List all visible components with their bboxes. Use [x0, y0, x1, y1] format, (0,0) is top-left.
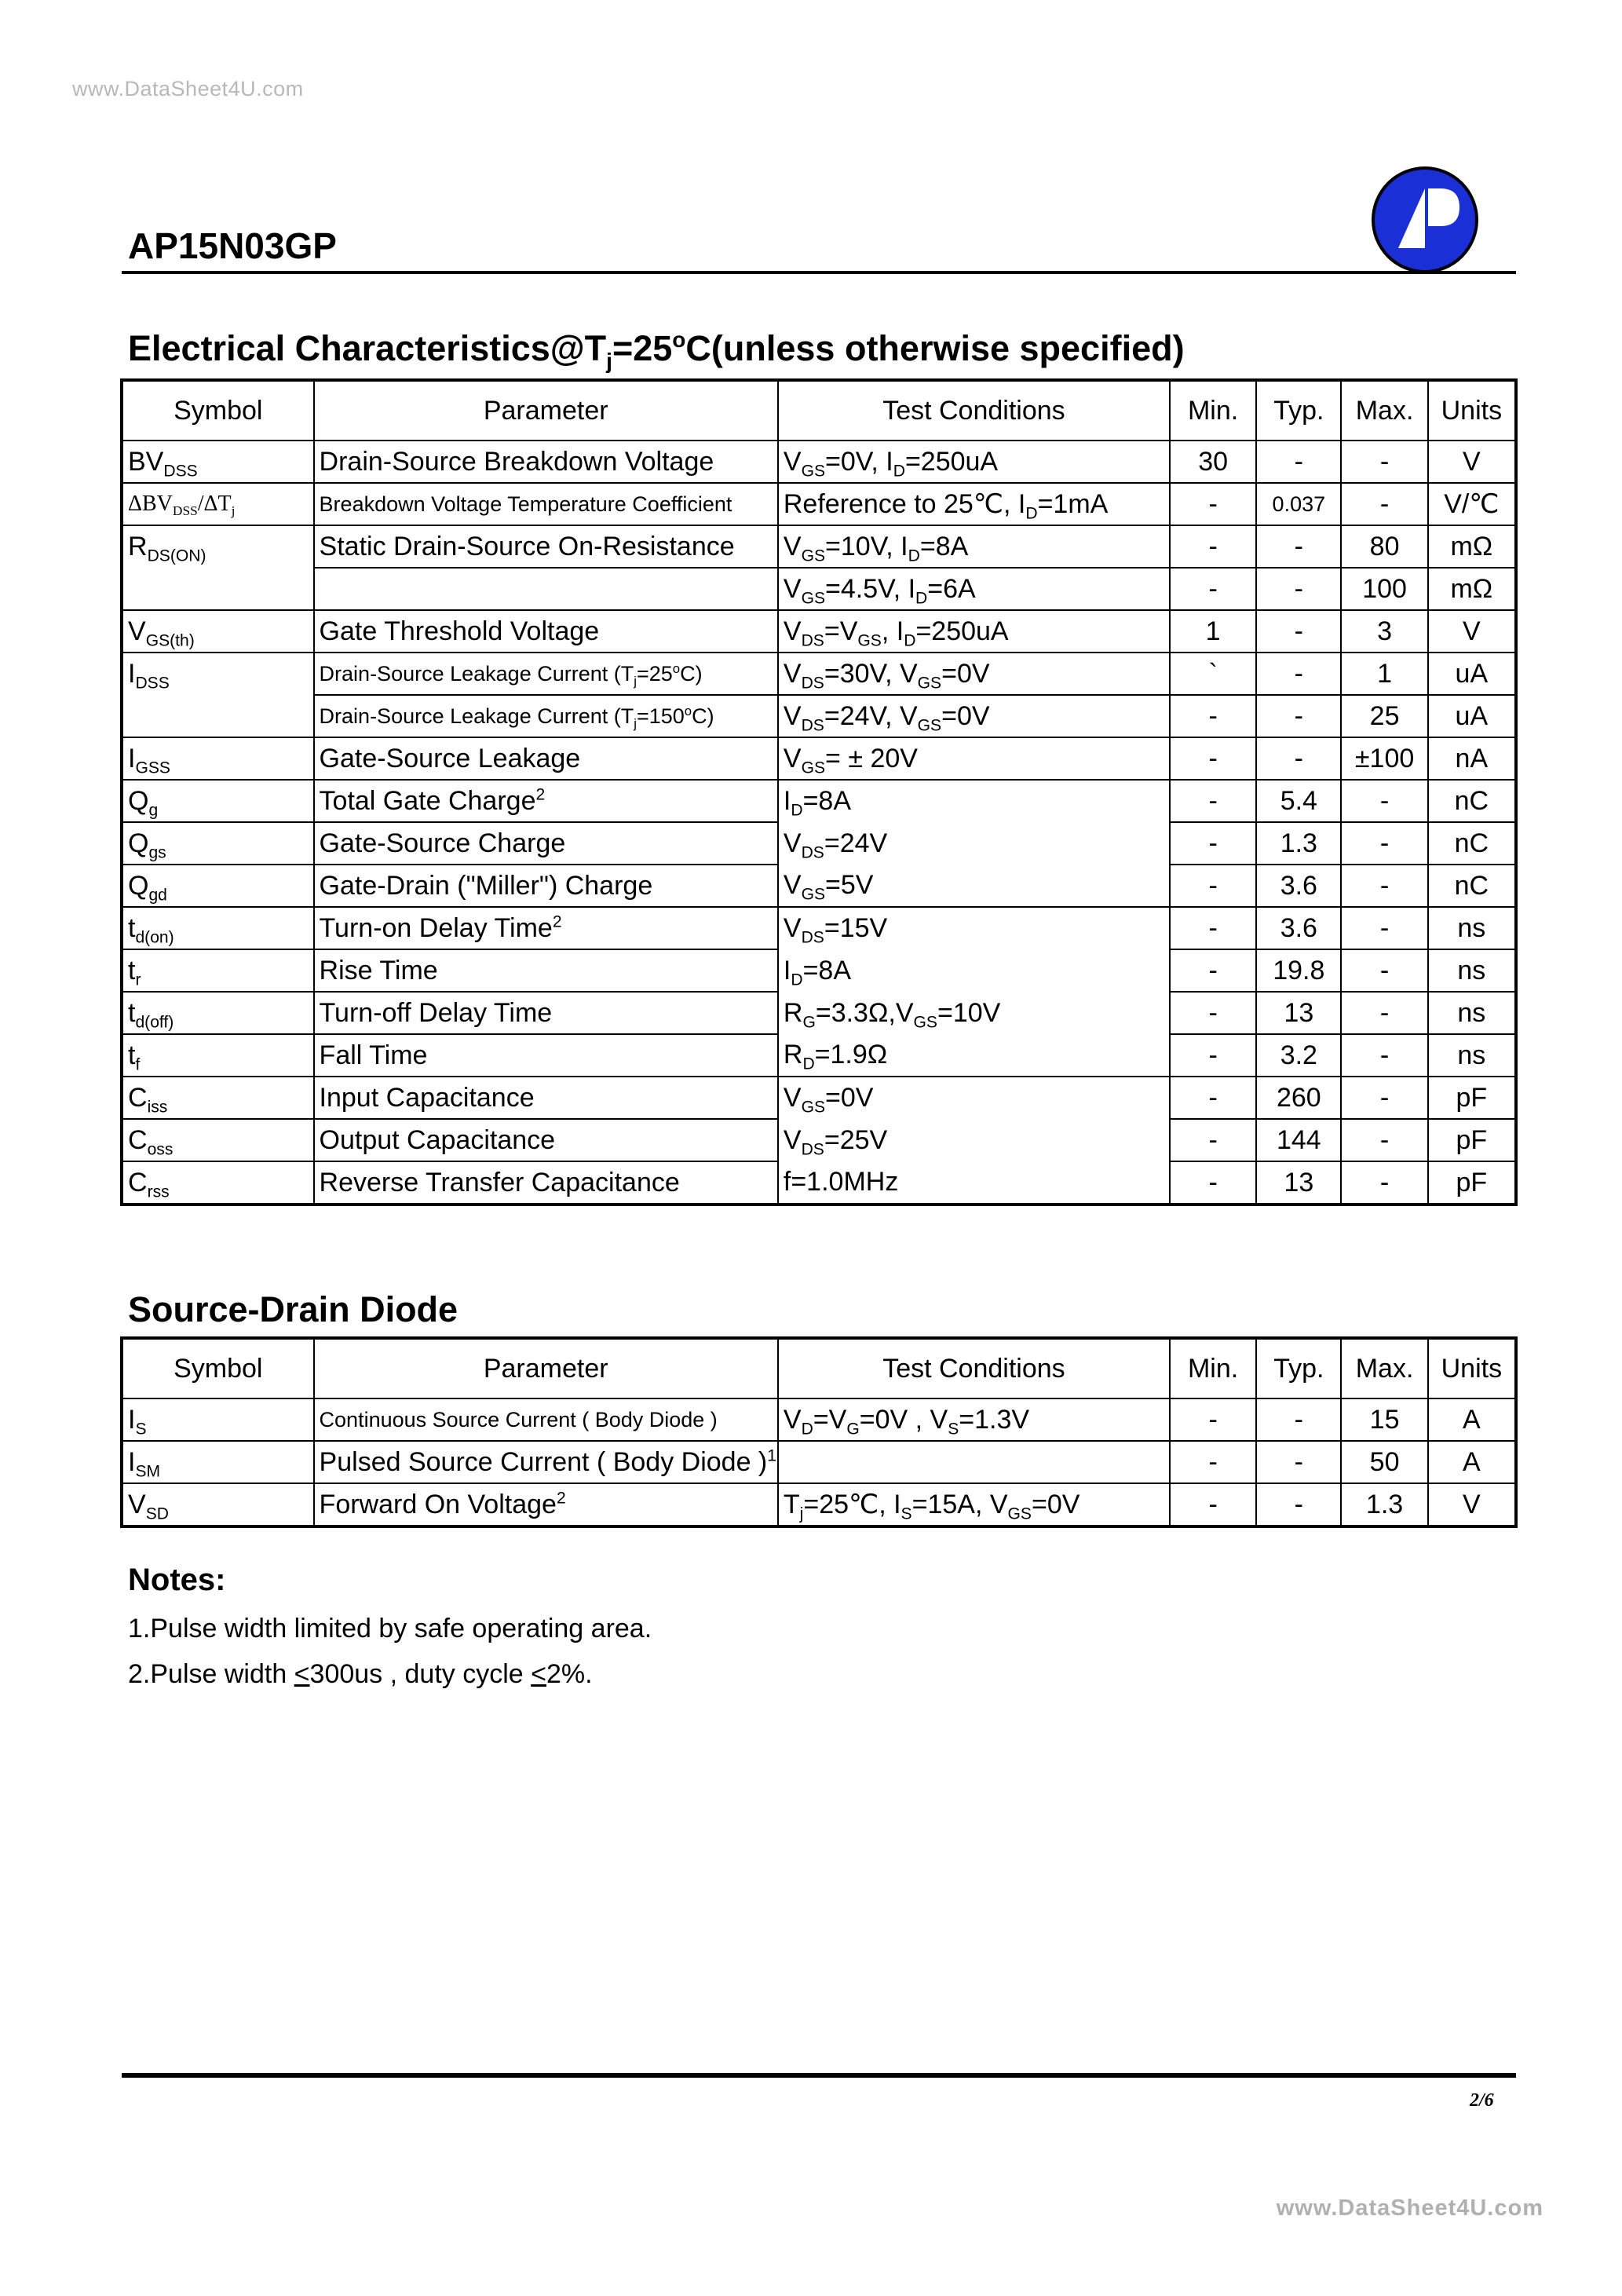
parameter-cell: Turn-on Delay Time$^2$: [314, 907, 778, 949]
parameter-cell: Gate-Source Leakage: [314, 737, 778, 780]
parameter-cell: Gate-Drain ("Miller") Charge: [314, 865, 778, 907]
min-cell: -: [1170, 1119, 1256, 1161]
table-row: [122, 1483, 1516, 1526]
typ-cell: 0.037: [1256, 483, 1341, 525]
units-cell: ns: [1428, 949, 1516, 992]
max-cell: ±100: [1341, 737, 1427, 780]
min-cell: -: [1170, 1441, 1256, 1483]
ap-logo-icon: [1370, 165, 1480, 275]
typ-cell: 3.2: [1256, 1034, 1341, 1077]
table-row: [122, 822, 1516, 865]
max-cell: -: [1341, 949, 1427, 992]
test-conditions-cell: $R_D=1.9\Omega$: [778, 1034, 1170, 1077]
test-conditions-cell: [778, 1441, 1170, 1483]
min-cell: -: [1170, 865, 1256, 907]
table-header-row: [122, 1338, 1516, 1398]
parameter-cell: Breakdown Voltage Temperature Coefficient: [314, 483, 778, 525]
units-cell: ns: [1428, 1034, 1516, 1077]
column-header: Units: [1428, 1338, 1516, 1398]
max-cell: -: [1341, 441, 1427, 483]
max-cell: 15: [1341, 1398, 1427, 1441]
units-cell: V/℃: [1428, 483, 1516, 525]
column-header: Parameter: [314, 380, 778, 441]
max-cell: -: [1341, 907, 1427, 949]
parameter-cell: Gate Threshold Voltage: [314, 610, 778, 653]
max-cell: -: [1341, 992, 1427, 1034]
typ-cell: 5.4: [1256, 780, 1341, 822]
symbol-cell: $t_r$: [122, 949, 314, 992]
test-conditions-cell: $V_{DS}=24V$, $V_{GS}=0V$: [778, 695, 1170, 737]
test-conditions-cell: $V_{DS}=30V$, $V_{GS}=0V$: [778, 653, 1170, 695]
table-row: [122, 695, 1516, 737]
min-cell: -: [1170, 1161, 1256, 1205]
parameter-cell: Continuous Source Current ( Body Diode ): [314, 1398, 778, 1441]
symbol-cell: $Q_g$: [122, 780, 314, 822]
column-header: Symbol: [122, 380, 314, 441]
units-cell: mΩ: [1428, 525, 1516, 568]
parameter-cell: Drain-Source Leakage Current $(T_j=150^oC)$: [314, 695, 778, 737]
units-cell: nC: [1428, 822, 1516, 865]
units-cell: nC: [1428, 865, 1516, 907]
typ-cell: -: [1256, 441, 1341, 483]
min-cell: -: [1170, 780, 1256, 822]
symbol-cell: $I_S$: [122, 1398, 314, 1441]
column-header: Units: [1428, 380, 1516, 441]
parameter-cell: Drain-Source Breakdown Voltage: [314, 441, 778, 483]
min-cell: -: [1170, 822, 1256, 865]
typ-cell: 3.6: [1256, 907, 1341, 949]
typ-cell: 19.8: [1256, 949, 1341, 992]
typ-cell: -: [1256, 525, 1341, 568]
table-row: [122, 525, 1516, 568]
min-cell: -: [1170, 949, 1256, 992]
parameter-cell: Pulsed Source Current ( Body Diode )$^1$: [314, 1441, 778, 1483]
symbol-cell: $C_{rss}$: [122, 1161, 314, 1205]
units-cell: ns: [1428, 992, 1516, 1034]
column-header: Parameter: [314, 1338, 778, 1398]
units-cell: nA: [1428, 737, 1516, 780]
units-cell: nC: [1428, 780, 1516, 822]
test-conditions-cell: $V_{GS}=0V$, $I_D=250uA$: [778, 441, 1170, 483]
parameter-cell: Input Capacitance: [314, 1077, 778, 1119]
parameter-cell: Gate-Source Charge: [314, 822, 778, 865]
typ-cell: -: [1256, 1483, 1341, 1526]
table-row: [122, 1034, 1516, 1077]
parameter-cell: Reverse Transfer Capacitance: [314, 1161, 778, 1205]
typ-cell: -: [1256, 737, 1341, 780]
max-cell: 50: [1341, 1441, 1427, 1483]
min-cell: -: [1170, 737, 1256, 780]
units-cell: V: [1428, 610, 1516, 653]
max-cell: 100: [1341, 568, 1427, 610]
parameter-cell: Forward On Voltage$^2$: [314, 1483, 778, 1526]
symbol-cell: [122, 695, 314, 737]
max-cell: -: [1341, 1077, 1427, 1119]
table-row: [122, 865, 1516, 907]
column-header: Max.: [1341, 380, 1427, 441]
symbol-cell: [122, 568, 314, 610]
electrical-characteristics-table: [120, 378, 1518, 1206]
test-conditions-cell: $V_{DS}=24V$: [778, 822, 1170, 865]
parameter-cell: Rise Time: [314, 949, 778, 992]
part-number: AP15N03GP: [128, 225, 337, 266]
symbol-cell: $C_{oss}$: [122, 1119, 314, 1161]
header-rule: [122, 271, 1516, 274]
column-header: Min.: [1170, 1338, 1256, 1398]
max-cell: -: [1341, 1161, 1427, 1205]
typ-cell: 144: [1256, 1119, 1341, 1161]
watermark-bottom: www.DataSheet4U.com: [1276, 2195, 1543, 2221]
symbol-cell: $t_{d(off)}$: [122, 992, 314, 1034]
test-conditions-cell: $I_D=8A$: [778, 949, 1170, 992]
units-cell: A: [1428, 1441, 1516, 1483]
test-conditions-cell: $I_D=8A$: [778, 780, 1170, 822]
table-row: [122, 1119, 1516, 1161]
test-conditions-cell: $V_{GS}= \pm 20V$: [778, 737, 1170, 780]
column-header: Symbol: [122, 1338, 314, 1398]
min-cell: 1: [1170, 610, 1256, 653]
min-cell: -: [1170, 907, 1256, 949]
test-conditions-cell: $V_{GS}=0V$: [778, 1077, 1170, 1119]
symbol-cell: $t_f$: [122, 1034, 314, 1077]
note-1: 1.Pulse width limited by safe operating area.: [128, 1614, 652, 1643]
footer-rule: [122, 2073, 1516, 2078]
units-cell: ns: [1428, 907, 1516, 949]
test-conditions-cell: $V_{GS}=10V$, $I_D=8A$: [778, 525, 1170, 568]
units-cell: pF: [1428, 1161, 1516, 1205]
test-conditions-cell: $R_G=3.3\Omega,V_{GS}=10V$: [778, 992, 1170, 1034]
typ-cell: 1.3: [1256, 822, 1341, 865]
symbol-cell: $I_{GSS}$: [122, 737, 314, 780]
symbol-cell: $V_{GS(th)}$: [122, 610, 314, 653]
max-cell: 1: [1341, 653, 1427, 695]
symbol-cell: $t_{d(on)}$: [122, 907, 314, 949]
units-cell: A: [1428, 1398, 1516, 1441]
table-row: [122, 737, 1516, 780]
note-2: 2.Pulse width <300us , duty cycle <2%.: [128, 1659, 593, 1689]
max-cell: 1.3: [1341, 1483, 1427, 1526]
test-conditions-cell: $V_{GS}=5V$: [778, 865, 1170, 907]
symbol-cell: $I_{DSS}$: [122, 653, 314, 695]
table-row: [122, 653, 1516, 695]
parameter-cell: Output Capacitance: [314, 1119, 778, 1161]
typ-cell: -: [1256, 610, 1341, 653]
table-row: [122, 568, 1516, 610]
watermark-top: www.DataSheet4U.com: [72, 77, 304, 101]
parameter-cell: Drain-Source Leakage Current $(T_j=25^oC)$: [314, 653, 778, 695]
parameter-cell: Static Drain-Source On-Resistance: [314, 525, 778, 568]
test-conditions-cell: $V_{DS}=15V$: [778, 907, 1170, 949]
symbol-cell: $Q_{gs}$: [122, 822, 314, 865]
units-cell: V: [1428, 1483, 1516, 1526]
symbol-cell: $Q_{gd}$: [122, 865, 314, 907]
symbol-cell: $C_{iss}$: [122, 1077, 314, 1119]
test-conditions-cell: $V_{DS}=25V$: [778, 1119, 1170, 1161]
page-number: 2/6: [1470, 2090, 1494, 2111]
table-row: [122, 1161, 1516, 1205]
max-cell: -: [1341, 780, 1427, 822]
column-header: Min.: [1170, 380, 1256, 441]
max-cell: 3: [1341, 610, 1427, 653]
parameter-cell: [314, 568, 778, 610]
source-drain-diode-table: [120, 1336, 1518, 1528]
typ-cell: -: [1256, 695, 1341, 737]
units-cell: uA: [1428, 695, 1516, 737]
typ-cell: 260: [1256, 1077, 1341, 1119]
test-conditions-cell: $V_D=V_G=0V$ , $V_S=1.3V$: [778, 1398, 1170, 1441]
max-cell: 25: [1341, 695, 1427, 737]
test-conditions-cell: $T_j=25℃$, $I_S=15A$, $V_{GS}=0V$: [778, 1483, 1170, 1526]
typ-cell: -: [1256, 568, 1341, 610]
min-cell: -: [1170, 1398, 1256, 1441]
notes-title: Notes:: [128, 1563, 226, 1597]
units-cell: mΩ: [1428, 568, 1516, 610]
symbol-cell: $I_{SM}$: [122, 1441, 314, 1483]
min-cell: -: [1170, 1483, 1256, 1526]
parameter-cell: Turn-off Delay Time: [314, 992, 778, 1034]
min-cell: -: [1170, 483, 1256, 525]
table-row: [122, 949, 1516, 992]
typ-cell: 3.6: [1256, 865, 1341, 907]
min-cell: -: [1170, 568, 1256, 610]
test-conditions-cell: $V_{GS}=4.5V$, $I_D=6A$: [778, 568, 1170, 610]
units-cell: pF: [1428, 1119, 1516, 1161]
symbol-cell: $R_{DS(ON)}$: [122, 525, 314, 568]
table-row: [122, 907, 1516, 949]
min-cell: -: [1170, 1034, 1256, 1077]
symbol-cell: $V_{SD}$: [122, 1483, 314, 1526]
typ-cell: -: [1256, 1398, 1341, 1441]
table-row: [122, 1398, 1516, 1441]
units-cell: V: [1428, 441, 1516, 483]
max-cell: -: [1341, 1034, 1427, 1077]
typ-cell: 13: [1256, 1161, 1341, 1205]
parameter-cell: Fall Time: [314, 1034, 778, 1077]
table-row: [122, 1077, 1516, 1119]
column-header: Max.: [1341, 1338, 1427, 1398]
test-conditions-cell: Reference to 25℃, $I_D=1mA$: [778, 483, 1170, 525]
min-cell: -: [1170, 1077, 1256, 1119]
table-header-row: [122, 380, 1516, 441]
typ-cell: -: [1256, 653, 1341, 695]
max-cell: -: [1341, 1119, 1427, 1161]
table-row: [122, 610, 1516, 653]
electrical-title: Electrical $Characteristics@T_j=25^oC(unless$ otherwise specified): [128, 327, 1185, 373]
column-header: Test Conditions: [778, 380, 1170, 441]
test-conditions-cell: $V_{DS}=V_{GS}$, $I_D=250uA$: [778, 610, 1170, 653]
test-conditions-cell: f=1.0MHz: [778, 1161, 1170, 1205]
table-row: [122, 441, 1516, 483]
min-cell: `: [1170, 653, 1256, 695]
diode-title: Source-Drain Diode: [128, 1289, 458, 1329]
min-cell: -: [1170, 695, 1256, 737]
max-cell: 80: [1341, 525, 1427, 568]
symbol-cell: $\Delta BV_{DSS}/\Delta T_j$: [122, 483, 314, 525]
table-row: [122, 780, 1516, 822]
typ-cell: 13: [1256, 992, 1341, 1034]
column-header: Typ.: [1256, 380, 1341, 441]
table-row: [122, 992, 1516, 1034]
min-cell: -: [1170, 992, 1256, 1034]
max-cell: -: [1341, 822, 1427, 865]
max-cell: -: [1341, 483, 1427, 525]
typ-cell: -: [1256, 1441, 1341, 1483]
table-row: [122, 483, 1516, 525]
parameter-cell: Total Gate Charge$^2$: [314, 780, 778, 822]
column-header: Typ.: [1256, 1338, 1341, 1398]
min-cell: -: [1170, 525, 1256, 568]
table-row: [122, 1441, 1516, 1483]
min-cell: 30: [1170, 441, 1256, 483]
column-header: Test Conditions: [778, 1338, 1170, 1398]
symbol-cell: $BV_{DSS}$: [122, 441, 314, 483]
units-cell: uA: [1428, 653, 1516, 695]
max-cell: -: [1341, 865, 1427, 907]
units-cell: pF: [1428, 1077, 1516, 1119]
